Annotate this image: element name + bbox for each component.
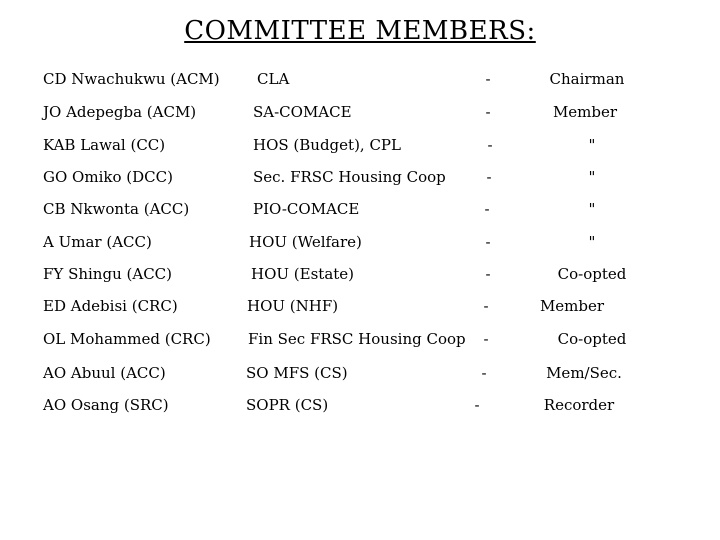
member-position: SOPR (CS) bbox=[246, 396, 329, 414]
member-role: Co-opted bbox=[557, 265, 627, 283]
member-name: CB Nkwonta (ACC) bbox=[43, 200, 190, 218]
member-name: OL Mohammed (CRC) bbox=[43, 330, 211, 348]
member-name: AO Abuul (ACC) bbox=[43, 364, 166, 382]
member-position: CLA bbox=[257, 70, 290, 88]
member-separator: - bbox=[484, 200, 490, 218]
member-position: Sec. FRSC Housing Coop bbox=[253, 168, 446, 186]
member-separator: - bbox=[483, 330, 489, 348]
member-name: ED Adebisi (CRC) bbox=[43, 297, 178, 315]
member-position: HOU (Estate) bbox=[251, 265, 355, 283]
member-position: PIO-COMACE bbox=[253, 200, 360, 218]
member-row bbox=[0, 200, 720, 230]
member-name: A Umar (ACC) bbox=[43, 233, 152, 251]
member-separator: - bbox=[485, 70, 491, 88]
member-position: Fin Sec FRSC Housing Coop bbox=[248, 330, 466, 348]
member-row bbox=[0, 297, 720, 327]
member-role: Chairman bbox=[549, 70, 625, 88]
member-role: " bbox=[588, 233, 596, 251]
member-row bbox=[0, 70, 720, 100]
member-separator: - bbox=[485, 103, 491, 121]
member-separator: - bbox=[486, 168, 492, 186]
member-separator: - bbox=[487, 136, 493, 154]
member-row bbox=[0, 396, 720, 426]
member-role: Recorder bbox=[543, 396, 615, 414]
member-position: HOS (Budget), CPL bbox=[253, 136, 401, 154]
member-row bbox=[0, 364, 720, 394]
member-role: Member bbox=[539, 297, 605, 315]
member-row bbox=[0, 136, 720, 166]
member-role: " bbox=[588, 200, 596, 218]
member-position: SA-COMACE bbox=[253, 103, 352, 121]
member-position: SO MFS (CS) bbox=[246, 364, 348, 382]
member-row bbox=[0, 330, 720, 360]
page-title: COMMITTEE MEMBERS: bbox=[184, 16, 536, 46]
member-separator: - bbox=[485, 265, 491, 283]
member-row bbox=[0, 168, 720, 198]
member-role: " bbox=[588, 168, 596, 186]
member-separator: - bbox=[483, 297, 489, 315]
member-position: HOU (NHF) bbox=[247, 297, 339, 315]
member-name: CD Nwachukwu (ACM) bbox=[43, 70, 220, 88]
member-name: JO Adepegba (ACM) bbox=[43, 103, 197, 121]
member-role: Mem/Sec. bbox=[546, 364, 622, 382]
member-separator: - bbox=[485, 233, 491, 251]
member-row bbox=[0, 265, 720, 295]
member-row bbox=[0, 233, 720, 263]
member-position: HOU (Welfare) bbox=[249, 233, 362, 251]
member-name: FY Shingu (ACC) bbox=[43, 265, 172, 283]
member-row bbox=[0, 103, 720, 133]
member-name: GO Omiko (DCC) bbox=[43, 168, 173, 186]
member-role: Co-opted bbox=[557, 330, 627, 348]
member-separator: - bbox=[481, 364, 487, 382]
member-role: Member bbox=[552, 103, 618, 121]
member-name: AO Osang (SRC) bbox=[43, 396, 169, 414]
member-role: " bbox=[588, 136, 596, 154]
member-name: KAB Lawal (CC) bbox=[43, 136, 166, 154]
member-separator: - bbox=[474, 396, 480, 414]
